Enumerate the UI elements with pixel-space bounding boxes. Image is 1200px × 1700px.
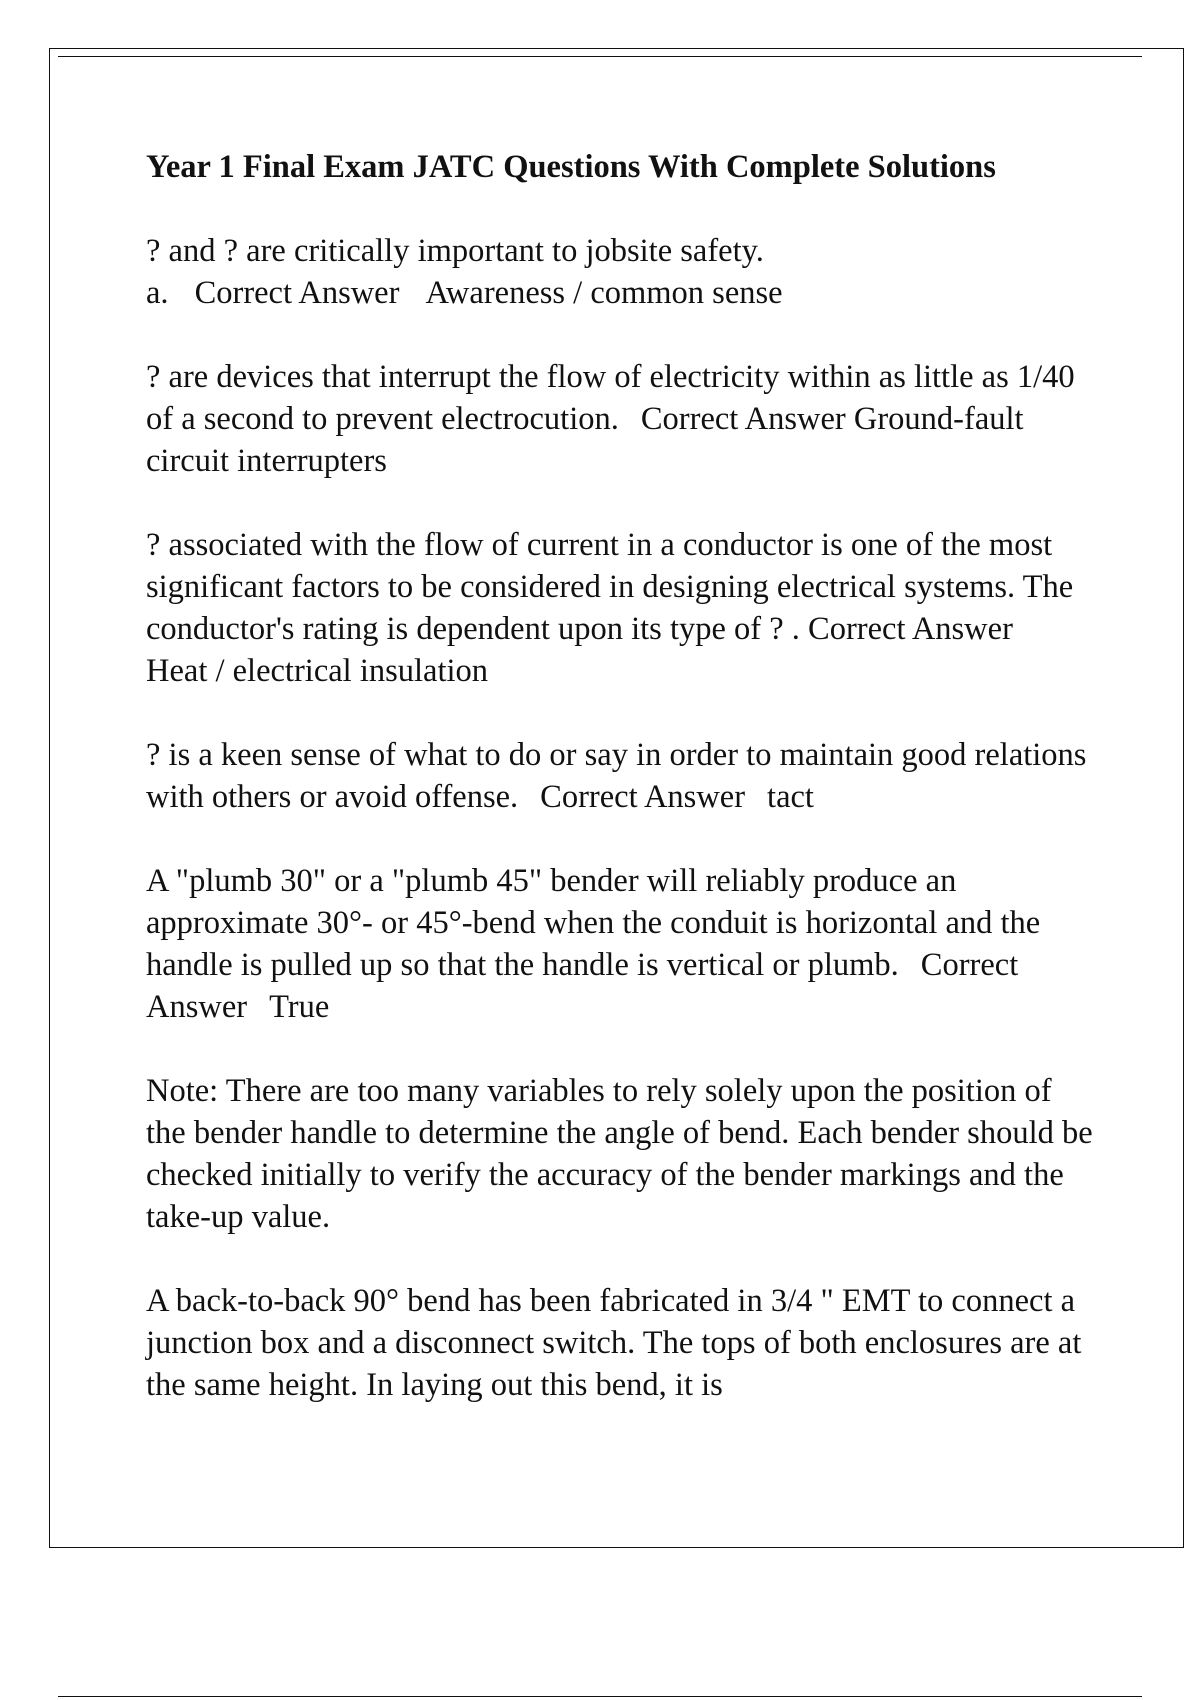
- answer-text: True: [269, 989, 330, 1025]
- header-rule: [58, 56, 1142, 57]
- question-text: ? are devices that interrupt the flow of electricity within as little as 1/40 of a second to prevent electrocution.: [146, 359, 1075, 437]
- answer-label: Correct Answer: [808, 611, 1013, 647]
- answer-text: Heat / electrical insulation: [146, 653, 489, 689]
- qa-item: [146, 230, 1096, 314]
- question-answer-text: [146, 524, 1096, 692]
- question-text: ? associated with the flow of current in a conductor is one of the most significant factors to be considered in designing electrical systems. The conductor's rating is dependent upon its type of ? .: [146, 527, 1074, 647]
- answer-prefix: a.: [146, 275, 169, 311]
- question-answer-text: [146, 734, 1096, 818]
- footer-rule: [58, 1696, 1142, 1697]
- answer-label: Correct Answer: [640, 401, 846, 437]
- qa-item: [146, 356, 1096, 482]
- note-paragraph: [146, 1070, 1096, 1238]
- document-title: Year 1 Final Exam JATC Questions With Complete Solutions: [146, 149, 996, 185]
- qa-item: [146, 1280, 1096, 1406]
- answer-label: Correct Answer: [146, 947, 1019, 1025]
- question-answer-text: [146, 356, 1096, 482]
- answer-label: Correct Answer: [194, 275, 400, 311]
- answer-label: Correct Answer: [540, 779, 746, 815]
- qa-item: [146, 524, 1096, 692]
- document-body: [146, 146, 1096, 1448]
- question-text: ? is a keen sense of what to do or say in order to maintain good relations with others or avoid offense.: [146, 737, 1087, 815]
- qa-item: [146, 734, 1096, 818]
- answer-text: tact: [767, 779, 814, 815]
- note-text: Note: There are too many variables to rely solely upon the position of the bender handle to determine the angle of bend. Each bender should be checked initially to verify the accuracy of the bender markings and the take-up value.: [146, 1073, 1093, 1235]
- answer-text: Awareness / common sense: [425, 275, 783, 311]
- question-text: A back-to-back 90° bend has been fabricated in 3/4 " EMT to connect a junction box and a disconnect switch. The tops of both enclosures are at the same height. In laying out this bend, it is: [146, 1283, 1082, 1403]
- qa-item: [146, 860, 1096, 1028]
- question-text: A "plumb 30" or a "plumb 45" bender will reliably produce an approximate 30°- or 45°-bend when the conduit is horizontal and the handle is pulled up so that the handle is vertical or plumb.: [146, 863, 1041, 983]
- answer-text: Ground-fault circuit interrupters: [146, 401, 1024, 479]
- question-answer-text: [146, 860, 1096, 1028]
- question-text: ? and ? are critically important to jobsite safety.: [146, 233, 764, 269]
- answer-line: [146, 272, 1096, 314]
